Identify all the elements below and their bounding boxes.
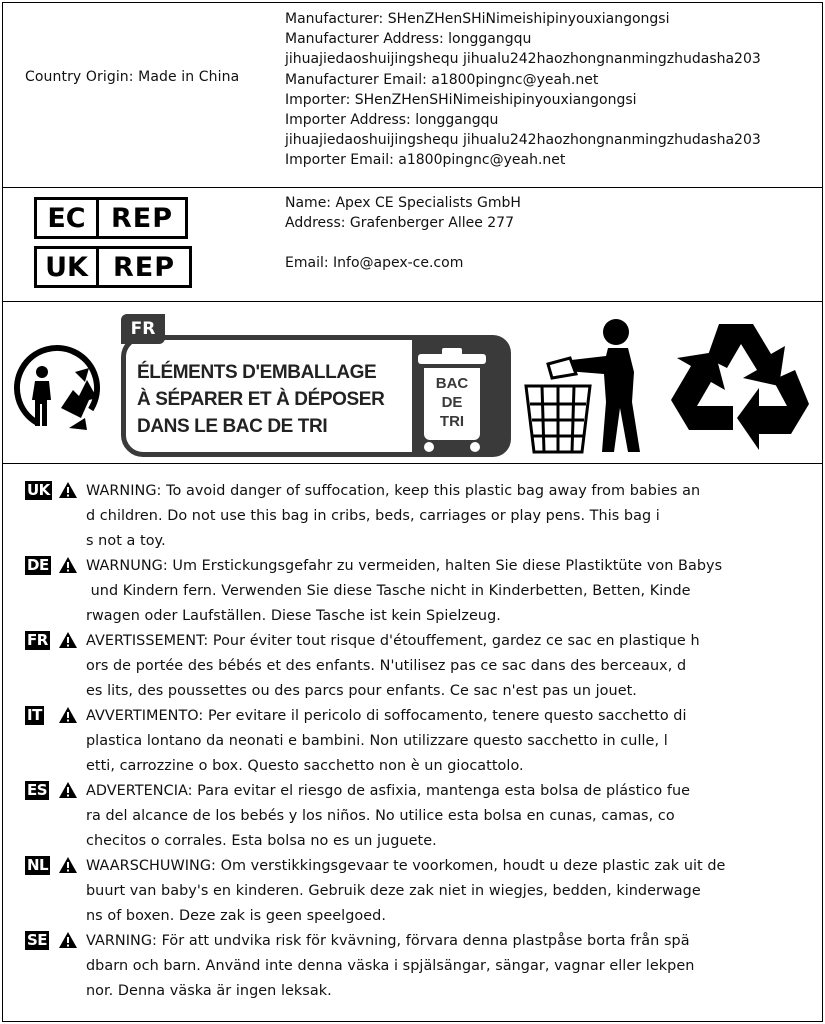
se-flag-badge: SE <box>27 931 48 949</box>
uk-rep-label: REP <box>112 251 176 283</box>
de-flag-badge: DE <box>27 556 49 574</box>
warning-text-line: ns of boxen. Deze zak is geen speelgoed. <box>86 908 386 924</box>
fr-flag-badge: FR <box>27 631 48 649</box>
label-sheet <box>2 2 823 1022</box>
warning-text-line: ors de portée des bébés et des enfants. N'utilisez pas ce sac dans des berceaux, d <box>86 658 687 674</box>
warning-text-line: plastica lontano da neonati e bambini. Non utilizzare questo sacchetto in culle, l <box>86 733 668 749</box>
ec-rep-label: REP <box>110 202 174 234</box>
recycling-section <box>3 302 822 464</box>
uk-rep-code: UK <box>37 249 99 285</box>
importer-name: Importer: SHenZHenSHiNimeishipinyouxiangongsi <box>285 91 637 108</box>
warning-text-line: VARNING: För att undvika risk för kvävning, förvara denna plastpåse borta från spä <box>86 933 690 949</box>
warning-text-line: buurt van baby's en kinderen. Gebruik deze zak niet in wiegjes, bedden, kinderwage <box>86 883 701 899</box>
warning-text-line: und Kindern fern. Verwenden Sie diese Tasche nicht in Kinderbetten, Betten, Kinde <box>86 583 691 599</box>
warning-text-line: rwagen oder Laufställen. Diese Tasche ist kein Spielzeug. <box>86 608 501 624</box>
fr-country-badge: FR <box>121 314 165 344</box>
bin-line-3: TRI <box>439 413 465 430</box>
warning-text-line: WARNUNG: Um Erstickungsgefahr zu vermeiden, halten Sie diese Plastiktüte von Babys <box>86 558 723 574</box>
tidyman-icon <box>520 312 660 457</box>
origin-section <box>3 3 822 188</box>
warning-text-line: etti, carrozzine o box. Questo sacchetto non è un giocattolo. <box>86 758 524 774</box>
triman-info-tri <box>117 309 515 459</box>
nl-flag-badge: NL <box>27 856 49 874</box>
warning-text-line: s not a toy. <box>86 533 166 549</box>
rep-info-block <box>285 193 521 273</box>
warning-text-line: dbarn och barn. Använd inte denna väska i spjälsängar, sängar, vagnar eller lekpen <box>86 958 695 974</box>
warning-text-line: d children. Do not use this bag in cribs, beds, carriages or play pens. This bag i <box>86 508 660 524</box>
warning-text-line: WARNING: To avoid danger of suffocation, keep this plastic bag away from babies an <box>86 483 701 499</box>
warning-text-line: AVVERTIMENTO: Per evitare il pericolo di soffocamento, tenere questo sacchetto di <box>86 708 687 724</box>
recycle-icon <box>667 306 817 461</box>
ec-rep-logo <box>34 197 188 239</box>
warning-triangle-icon <box>58 631 78 649</box>
manufacturer-email: Manufacturer Email: a1800pingnc@yeah.net <box>285 71 599 88</box>
rep-name: Name: Apex CE Specialists GmbH <box>285 195 521 211</box>
bin-line-1: BAC <box>435 375 469 392</box>
bin-line-2: DE <box>441 394 463 411</box>
importer-email: Importer Email: a1800pingnc@yeah.net <box>285 152 566 169</box>
country-origin: Country Origin: Made in China <box>25 69 240 85</box>
sorting-bin-icon <box>422 354 482 452</box>
uk-rep-logo <box>34 246 192 288</box>
ec-rep-code: EC <box>37 200 99 236</box>
importer-address: Importer Address: longgangqu <box>285 112 499 129</box>
manufacturer-importer-block <box>285 9 761 171</box>
manufacturer-address-line2: jihuajiedaoshuijingshequ jihualu242haozhongnanmingzhudasha203 <box>285 51 761 68</box>
triman-line-3: DANS LE BAC DE TRI <box>137 416 328 437</box>
triman-line-1: ÉLÉMENTS D'EMBALLAGE <box>137 362 377 383</box>
warning-text-line: checitos o corrales. Esta bolsa no es un juguete. <box>86 833 437 849</box>
manufacturer-name: Manufacturer: SHenZHenSHiNimeishipinyouxiangongsi <box>285 11 670 27</box>
warning-text-line: ADVERTENCIA: Para evitar el riesgo de asfixia, mantenga esta bolsa de plástico fue <box>86 783 691 799</box>
warning-text-line: es lits, des poussettes ou des parcs pour enfants. Ce sac n'est pas un jouet. <box>86 683 637 699</box>
warnings-section <box>3 464 822 1021</box>
rep-address: Address: Grafenberger Allee 277 <box>285 215 514 231</box>
importer-address-line2: jihuajiedaoshuijingshequ jihualu242haozhongnanmingzhudasha203 <box>285 132 761 149</box>
warning-text-line: ra del alcance de los bebés y los niños. No utilice esta bolsa en cunas, camas, co <box>86 808 675 824</box>
triman-icon <box>9 338 109 438</box>
warning-triangle-icon <box>58 481 78 499</box>
warning-triangle-icon <box>58 856 78 874</box>
warning-triangle-icon <box>58 706 78 724</box>
warning-triangle-icon <box>58 556 78 574</box>
uk-flag-badge: UK <box>27 481 50 499</box>
it-flag-badge: IT <box>27 706 42 724</box>
manufacturer-address: Manufacturer Address: longgangqu <box>285 31 532 48</box>
rep-email: Email: Info@apex-ce.com <box>285 255 464 271</box>
es-flag-badge: ES <box>27 781 48 799</box>
warning-text-line: AVERTISSEMENT: Pour éviter tout risque d'étouffement, gardez ce sac en plastique h <box>86 633 700 649</box>
representative-section <box>3 188 822 302</box>
warning-triangle-icon <box>58 931 78 949</box>
triman-line-2: À SÉPARER ET À DÉPOSER <box>137 389 385 410</box>
warning-triangle-icon <box>58 781 78 799</box>
warning-text-line: WAARSCHUWING: Om verstikkingsgevaar te voorkomen, houdt u deze plastic zak uit de <box>86 858 726 874</box>
warning-text-line: nor. Denna väska är ingen leksak. <box>86 983 332 999</box>
